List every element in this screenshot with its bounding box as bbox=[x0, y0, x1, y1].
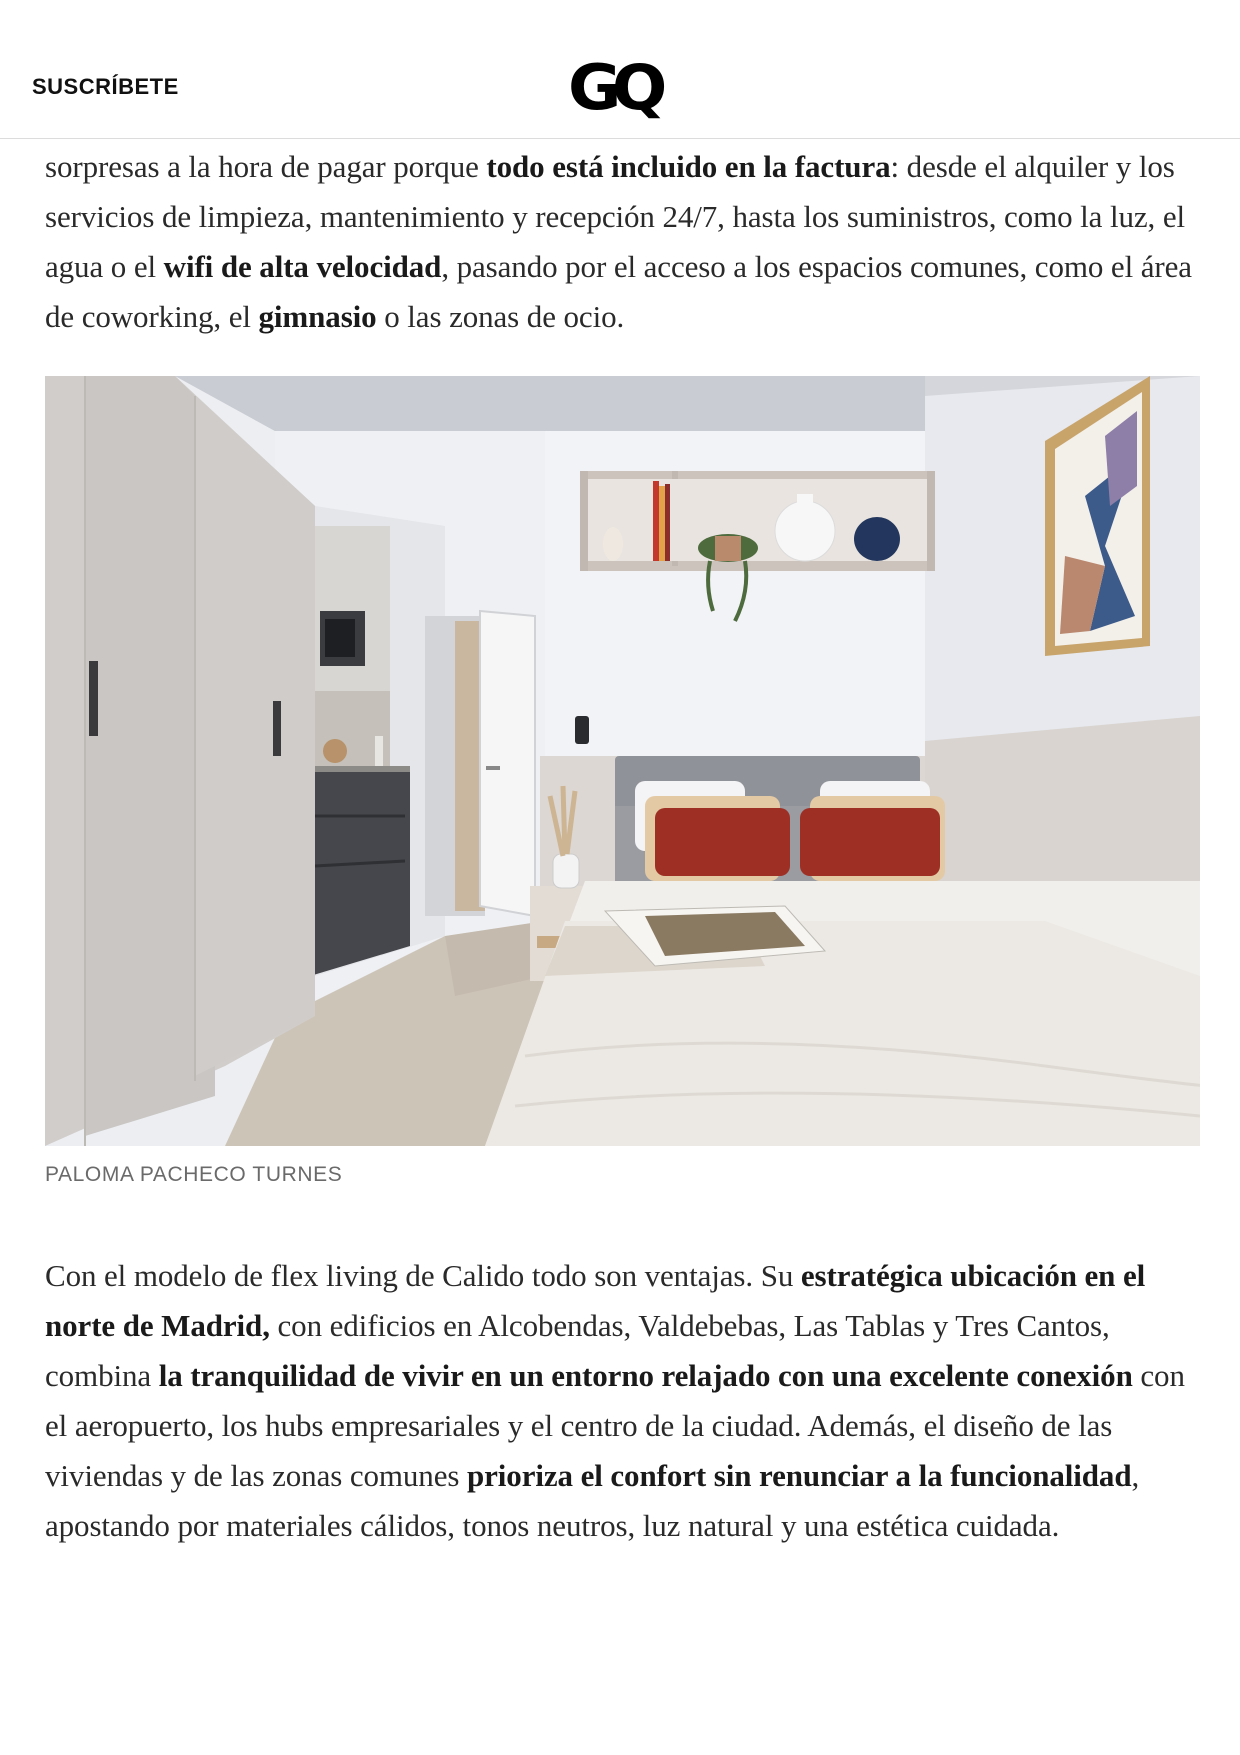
bold-text: prioriza el confort sin renunciar a la funcionalidad bbox=[466, 1458, 1132, 1493]
text-run: o las zonas de ocio. bbox=[376, 299, 625, 334]
gq-logo[interactable]: GQ bbox=[568, 51, 658, 124]
article-paragraph bbox=[45, 1251, 1200, 1551]
text-run: con el aeropuerto, los hubs empresariales y el centro de la ciudad. Además, el diseño de las viviendas y de las zonas comunes bbox=[45, 1358, 1185, 1493]
bold-text: wifi de alta velocidad bbox=[163, 249, 442, 284]
bedroom-photo bbox=[45, 376, 1200, 1146]
text-run: sorpresas a la hora de pagar porque bbox=[45, 149, 487, 184]
bold-text: gimnasio bbox=[258, 299, 377, 334]
article-paragraph bbox=[45, 142, 1200, 342]
bold-text: la tranquilidad de vivir en un entorno relajado con una excelente conexión bbox=[158, 1358, 1133, 1393]
bold-text: todo está incluido en la factura bbox=[486, 149, 891, 184]
text-run: : desde el alquiler y los servicios de limpieza, mantenimiento y recepción 24/7, hasta los suministros, como la luz, el agua o el bbox=[45, 149, 1186, 284]
image-caption: PALOMA PACHECO TURNES bbox=[45, 1163, 343, 1186]
text-run: , pasando por el acceso a los espacios comunes, como el área de coworking, el bbox=[45, 249, 1192, 334]
subscribe-button[interactable]: SUSCRÍBETE bbox=[32, 74, 179, 99]
text-run: Con el modelo de flex living de Calido todo son ventajas. Su bbox=[45, 1258, 801, 1293]
bold-text: estratégica ubicación en el norte de Madrid, bbox=[45, 1258, 1146, 1343]
text-run: con edificios en Alcobendas, Valdebebas, Las Tablas y Tres Cantos, combina bbox=[45, 1308, 1110, 1393]
article-image bbox=[45, 376, 1200, 1146]
site-header bbox=[0, 0, 1240, 139]
text-run: , apostando por materiales cálidos, tonos neutros, luz natural y una estética cuidada. bbox=[45, 1458, 1140, 1543]
